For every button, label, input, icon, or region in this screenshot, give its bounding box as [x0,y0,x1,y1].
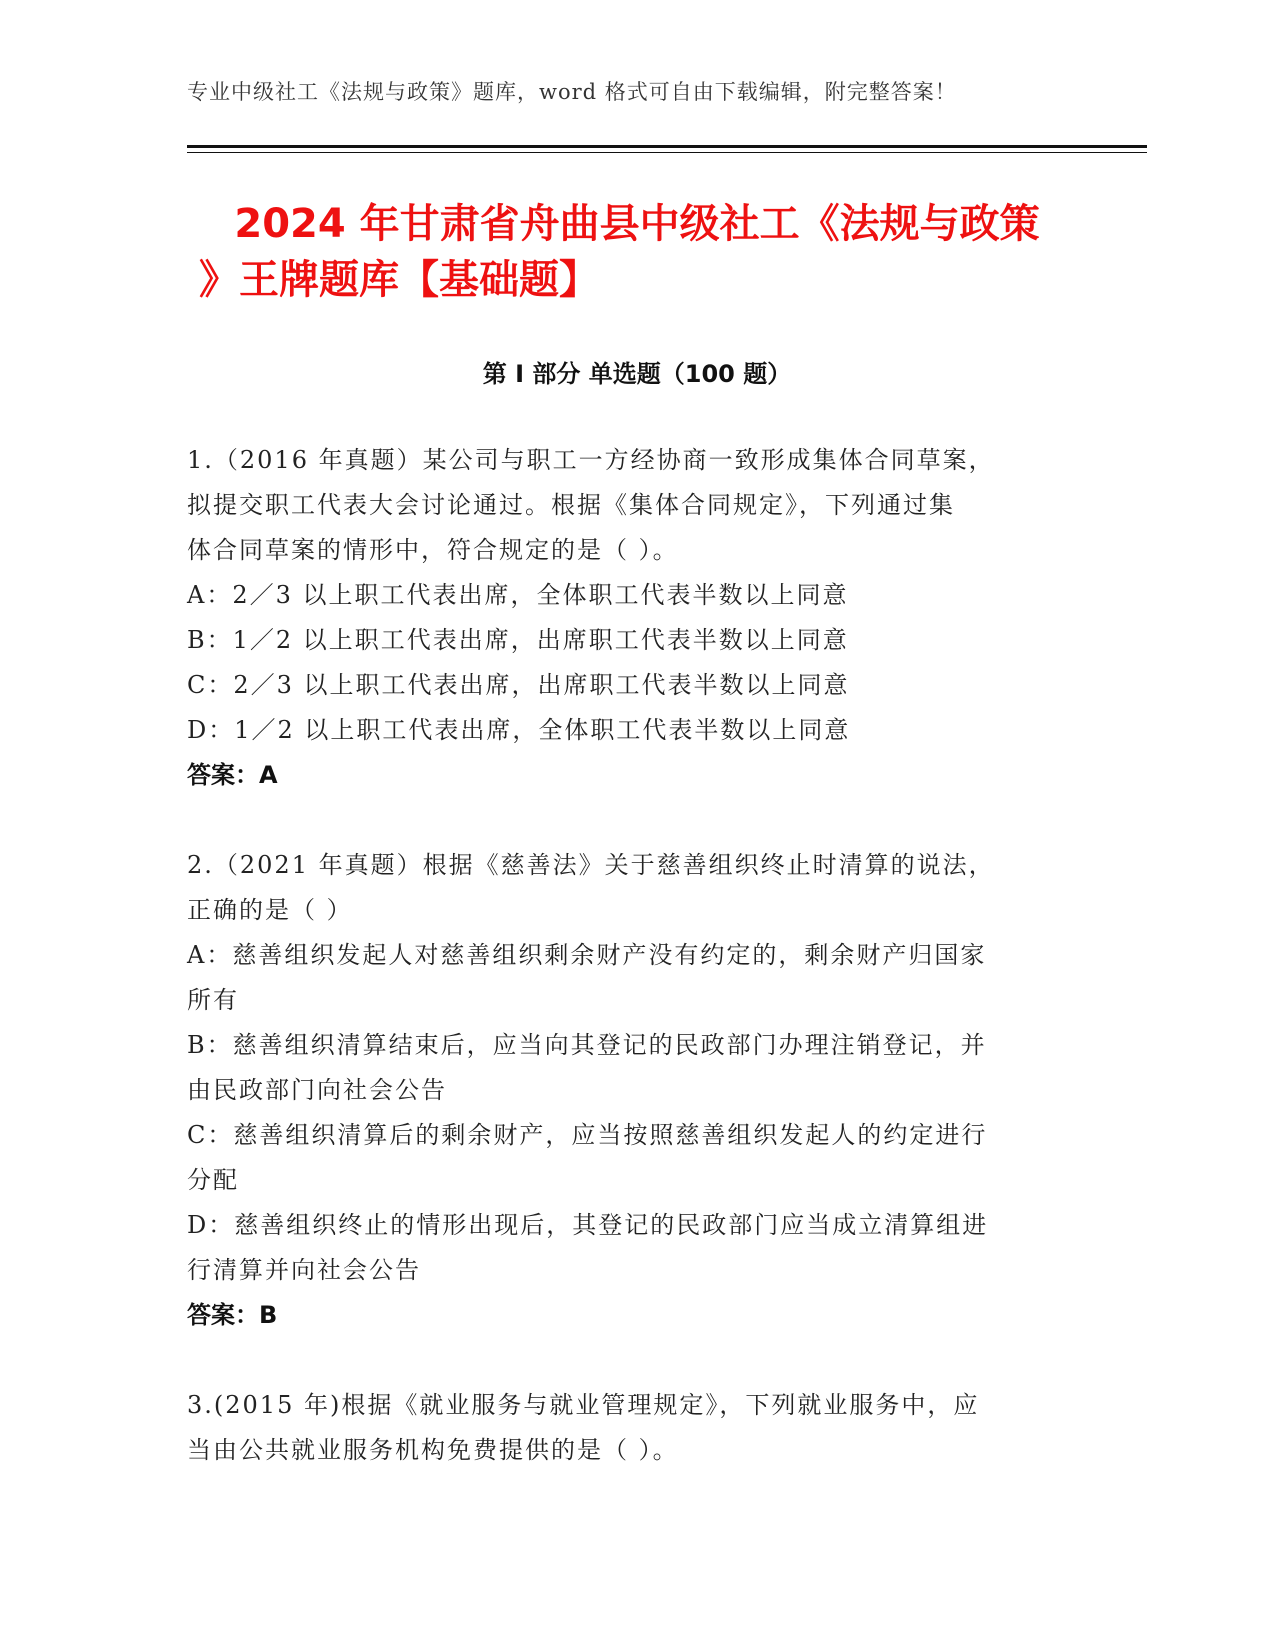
question-text-line: 3.(2015 年)根据《就业服务与就业管理规定》，下列就业服务中，应 [187,1391,980,1419]
answer: 答案：A [187,761,278,789]
option-c: C：2／3 以上职工代表出席，出席职工代表半数以上同意 [187,671,850,699]
option-b-continued: 由民政部门向社会公告 [187,1076,447,1104]
document-title [187,196,1087,308]
question-2 [187,843,1067,1338]
header-note: 专业中级社工《法规与政策》题库，word 格式可自由下载编辑，附完整答案！ [187,80,957,104]
option-b: B：慈善组织清算结束后，应当向其登记的民政部门办理注销登记，并 [187,1031,987,1059]
question-text-line: 1.（2016 年真题）某公司与职工一方经协商一致形成集体合同草案， [187,446,995,474]
option-a: A：2／3 以上职工代表出席，全体职工代表半数以上同意 [187,581,849,609]
option-c-continued: 分配 [187,1166,239,1194]
section-title: 第 I 部分 单选题（100 题） [482,360,792,388]
answer: 答案：B [187,1301,278,1329]
option-c: C：慈善组织清算后的剩余财产，应当按照慈善组织发起人的约定进行 [187,1121,988,1149]
question-text-line: 2.（2021 年真题）根据《慈善法》关于慈善组织终止时清算的说法， [187,851,995,879]
option-d-continued: 行清算并向社会公告 [187,1256,421,1284]
option-b: B：1／2 以上职工代表出席，出席职工代表半数以上同意 [187,626,849,654]
header-divider-thick [187,145,1147,148]
option-d: D：1／2 以上职工代表出席，全体职工代表半数以上同意 [187,716,851,744]
question-text-line: 拟提交职工代表大会讨论通过。根据《集体合同规定》，下列通过集 [187,491,955,519]
document-title-line-2: 》王牌题库【基础题】 [199,257,599,303]
question-1 [187,438,1067,798]
question-3 [187,1383,1067,1473]
header-divider-thin [187,152,1147,153]
question-text-line: 体合同草案的情形中，符合规定的是（ ）。 [187,536,679,564]
option-a: A：慈善组织发起人对慈善组织剩余财产没有约定的，剩余财产归国家 [187,941,987,969]
question-text-line: 正确的是（ ） [187,896,353,924]
question-list [187,438,1067,1518]
document-title-line-1: 2024 年甘肃省舟曲县中级社工《法规与政策 [234,201,1040,247]
question-text-line: 当由公共就业服务机构免费提供的是（ ）。 [187,1436,679,1464]
option-a-continued: 所有 [187,986,239,1014]
option-d: D：慈善组织终止的情形出现后，其登记的民政部门应当成立清算组进 [187,1211,989,1239]
